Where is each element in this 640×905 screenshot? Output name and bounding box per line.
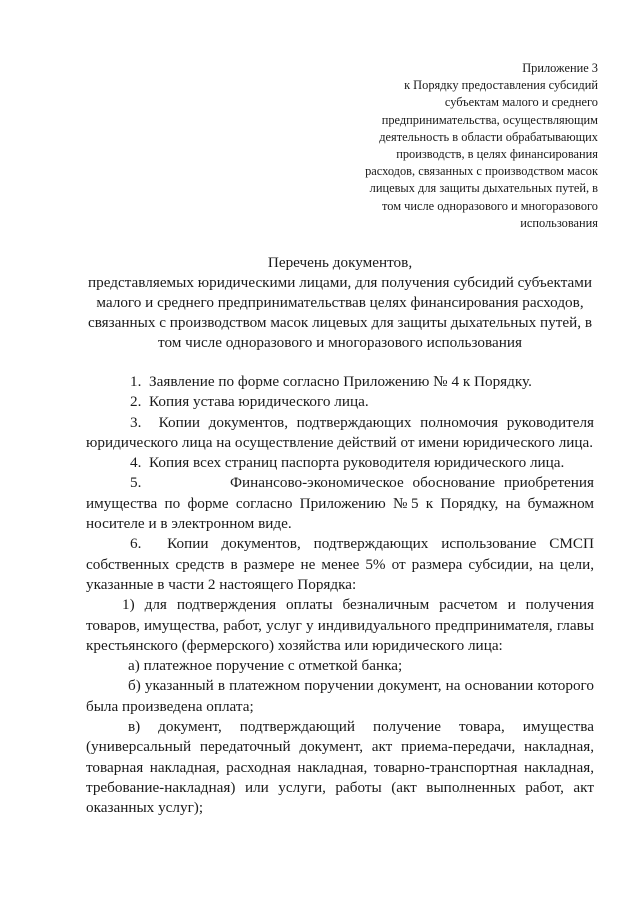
list-item	[86, 534, 594, 595]
title-line: том числе одноразового и многоразового использования	[158, 334, 522, 351]
item-text: Копии документов, подтверждающих полномочия руководителя юридического лица на осуществление действий от имени юридического лица.	[86, 413, 595, 451]
list-item	[86, 473, 594, 534]
sub-item: 1) для подтверждения оплаты безналичным расчетом и получения товаров, имущества, работ, услуг у индивидуального предпринимателя, главы крестьянского (фермерского) хозяйства или юридического лица:	[86, 596, 594, 654]
item-text: Заявление по форме согласно Приложению № 4 к Порядку.	[148, 373, 532, 390]
item-text: Финансово-экономическое обоснование приобретения имущества по форме согласно Приложению №5 к Порядку, на бумажном носителе и в электронном виде.	[86, 474, 594, 533]
appendix-line: субъектам малого и среднего	[444, 95, 598, 110]
sub-item: а) платежное поручение с отметкой банка;	[128, 657, 403, 675]
sub-item: в) документ, подтверждающий получение товара, имущества (универсальный передаточный документ, акт приема-передачи, накладная, товарная накладная, расходная накладная, товарно-транспортная накладная, требование-накладная) или услуги, работы (акт выполненных работ, акт оказанных услуг);	[86, 718, 594, 817]
appendix-line: производств, в целях финансирования	[396, 147, 598, 162]
appendix-line: к Порядку предоставления субсидий	[404, 78, 598, 93]
appendix-line: использования	[520, 215, 598, 230]
item-number: 5.	[130, 474, 142, 492]
sub-item: б) указанный в платежном поручении документ, на основании которого была произведена оплата;	[86, 677, 594, 715]
title-line: связанных с производством масок лицевых для защиты дыхательных путей, в	[87, 314, 593, 331]
item-number: 4.	[130, 454, 142, 472]
item-number: 3.	[130, 413, 142, 431]
item-number: 2.	[130, 393, 142, 411]
title-line: представляемых юридическими лицами, для получения субсидий субъектами	[87, 274, 592, 291]
appendix-line: том числе одноразового и многоразового	[381, 198, 598, 213]
item-text: Копии документов, подтверждающих использование СМСП собственных средств в размере не менее 5% от размера субсидии, на цели, указанные в части 2 настоящего Порядка:	[86, 535, 594, 593]
appendix-line: лицевых для защиты дыхательных путей, в	[369, 181, 598, 196]
appendix-line: предпринимательства, осуществляющим	[381, 112, 598, 127]
appendix-line: расходов, связанных с производством масок	[365, 164, 598, 179]
document-body	[86, 372, 594, 819]
list-item	[86, 413, 594, 454]
item-number: 6.	[130, 535, 142, 553]
item-text: Копия всех страниц паспорта руководителя юридического лица.	[148, 454, 565, 472]
item-number: 1.	[130, 373, 142, 390]
title-line: Перечень документов,	[267, 254, 413, 271]
list-item	[86, 453, 594, 473]
list-item	[86, 372, 594, 392]
title-line: малого и среднего предпринимательствав целях финансирования расходов,	[96, 294, 584, 311]
item-text: Копия устава юридического лица.	[148, 393, 369, 411]
appendix-line: Приложение 3	[522, 61, 598, 75]
appendix-reference	[328, 60, 598, 232]
appendix-line: деятельность в области обрабатывающих	[379, 129, 598, 144]
list-item	[86, 392, 594, 412]
document-title	[70, 253, 610, 353]
